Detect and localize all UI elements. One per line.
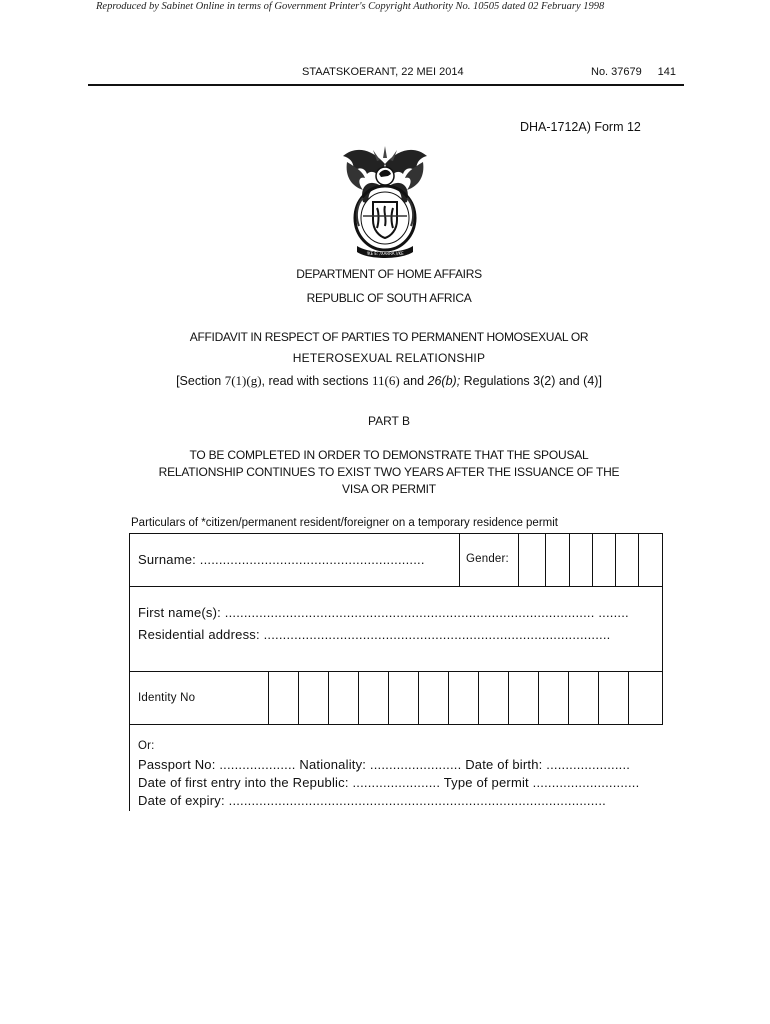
surname-field[interactable]: Surname: ...........................................................	[138, 552, 425, 567]
gender-box-5[interactable]	[615, 534, 616, 586]
passport-line[interactable]: Passport No: .................... Nationality: ........................ Date of birth: ......................	[138, 757, 631, 772]
legal-and: and	[399, 374, 428, 388]
legal-reference	[100, 373, 678, 389]
identity-row	[129, 671, 663, 724]
gender-box-1[interactable]	[518, 534, 519, 586]
instructions	[100, 447, 678, 498]
particulars-heading: Particulars of *citizen/permanent resident/foreigner on a temporary residence permit	[131, 517, 558, 529]
legal-open: [Section	[176, 374, 225, 388]
id-box-3[interactable]	[328, 672, 329, 724]
passport-row	[129, 724, 663, 811]
expiry-date-line[interactable]: Date of expiry: ...................................................................................................	[138, 793, 606, 808]
instructions-line3: VISA OR PERMIT	[342, 482, 436, 496]
gender-box-6[interactable]	[638, 534, 639, 586]
gender-box-3[interactable]	[569, 534, 570, 586]
id-box-12[interactable]	[598, 672, 599, 724]
gazette-issue: STAATSKOERANT, 22 MEI 2014	[302, 66, 464, 78]
id-box-9[interactable]	[508, 672, 509, 724]
coat-of-arms-icon	[333, 142, 437, 262]
gender-box-4[interactable]	[592, 534, 593, 586]
instructions-line2: RELATIONSHIP CONTINUES TO EXIST TWO YEARS AFTER THE ISSUANCE OF THE	[158, 465, 620, 479]
svg-text:!KE E: /XARRA //KE: !KE E: /XARRA //KE	[366, 251, 404, 256]
id-box-7[interactable]	[448, 672, 449, 724]
id-box-10[interactable]	[538, 672, 539, 724]
id-box-4[interactable]	[358, 672, 359, 724]
gender-box-2[interactable]	[545, 534, 546, 586]
form-code: DHA-1712A) Form 12	[520, 120, 641, 134]
particulars-form	[129, 533, 663, 811]
instructions-line1: TO BE COMPLETED IN ORDER TO DEMONSTRATE THAT THE SPOUSAL	[189, 448, 589, 462]
legal-read-with: , read with sections	[261, 374, 373, 388]
part-heading: PART B	[367, 414, 411, 428]
legal-section-1: 11(6)	[372, 373, 400, 388]
id-box-1[interactable]	[268, 672, 269, 724]
legal-section-2: 26(b);	[427, 374, 461, 388]
gazette-header	[88, 66, 684, 86]
residential-address-field[interactable]: Residential address: ...........................................................................................	[138, 627, 611, 642]
gender-label: Gender:	[466, 553, 509, 565]
identity-no-label: Identity No	[138, 692, 196, 704]
reproduction-notice: Reproduced by Sabinet Online in terms of Government Printer's Copyright Authority No. 10505 dated 02 February 1998	[96, 1, 605, 12]
names-address-row	[129, 586, 663, 671]
legal-regulations: Regulations 3(2) and (4)]	[460, 374, 602, 388]
first-names-field[interactable]: First name(s): ................................................................................................. ........	[138, 605, 629, 620]
divider	[459, 534, 460, 586]
gazette-number: No. 37679	[591, 66, 642, 78]
affidavit-title-line1: AFFIDAVIT IN RESPECT OF PARTIES TO PERMANENT HOMOSEXUAL OR	[189, 330, 589, 344]
or-label: Or:	[138, 740, 155, 752]
department-name: DEPARTMENT OF HOME AFFAIRS	[296, 267, 482, 281]
id-box-8[interactable]	[478, 672, 479, 724]
republic-name: REPUBLIC OF SOUTH AFRICA	[306, 291, 472, 305]
id-box-13[interactable]	[628, 672, 629, 724]
id-box-11[interactable]	[568, 672, 569, 724]
affidavit-title-line2: HETEROSEXUAL RELATIONSHIP	[292, 351, 486, 365]
surname-row	[129, 533, 663, 586]
id-box-2[interactable]	[298, 672, 299, 724]
entry-date-line[interactable]: Date of first entry into the Republic: ....................... Type of permit ............................	[138, 775, 640, 790]
page-number: 141	[657, 66, 676, 78]
id-box-5[interactable]	[388, 672, 389, 724]
id-box-6[interactable]	[418, 672, 419, 724]
legal-section: 7(1)(g)	[224, 373, 262, 388]
